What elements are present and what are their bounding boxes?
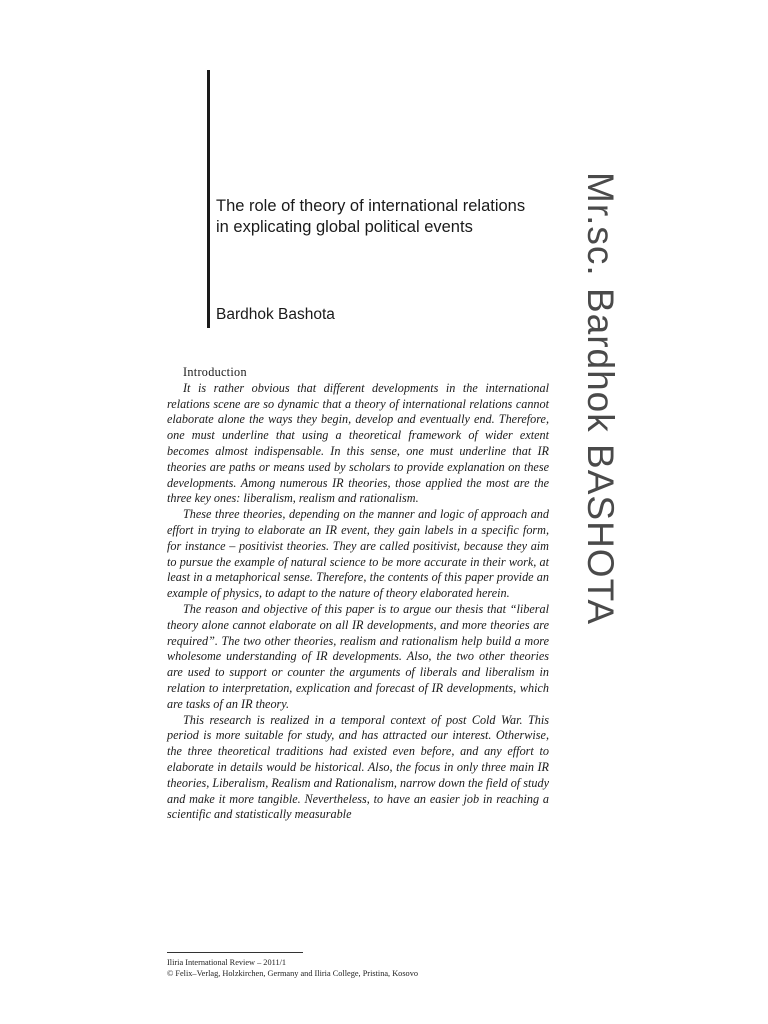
paragraph-1: It is rather obvious that different developments in the international relations scene are so dynamic that a theory of international relations cannot elaborate alone the ways they begin, develop and eventually end. Therefore, one must underline that using a theoretical framework of wider extent becomes almost indispensable. In this sense, one must underline that IR theories are paths or means used by scholars to provide explanation on these developments. Among numerous IR theories, those applied the most are the three key ones: liberalism, realism and rationalism. — [167, 380, 549, 506]
title-accent-bar — [207, 70, 210, 328]
article-body — [167, 365, 549, 823]
article-title — [216, 196, 556, 238]
paragraph-3: The reason and objective of this paper is to argue our thesis that “liberal theory alone cannot elaborate on all IR developments, and more theories are required”. The two other theories, realism and rationalism help build a more wholesome understanding of IR developments. Also, the two other theories are used to support or counter the arguments of liberals and liberalism in relation to interpretation, explication and forecast of IR developments, which are tasks of an IR theory. — [167, 601, 549, 711]
paragraph-4: This research is realized in a temporal context of post Cold War. This period is more suitable for study, and has attracted our interest. Otherwise, the three theoretical traditions had existed even before, and any effort to elaborate in details would be historical. Also, the focus in only three main IR theories, Liberalism, Realism and Rationalism, narrow down the field of study and make it more tangible. Nevertheless, to have an easier job in reaching a scientific and statistically measurable — [167, 712, 549, 822]
article-title-line-2: in explicating global political events — [216, 218, 473, 236]
page-footer — [167, 957, 418, 979]
section-heading: Introduction — [183, 365, 247, 379]
footer-divider — [167, 952, 303, 953]
paragraph-2: These three theories, depending on the manner and logic of approach and effort in trying to elaborate an IR event, they gain labels in a specific form, for instance – positivist theories. They are called positivist, because they aim to pursue the example of natural science to be more accurate in their work, at least in a metaphorical sense. Therefore, the contents of this paper provide an example of physics, to adapt to the nature of theory elaborated herein. — [167, 507, 549, 601]
article-title-line-1: The role of theory of international relations — [216, 197, 526, 215]
footer-copyright: © Felix–Verlag, Holzkirchen, Germany and Iliria College, Pristina, Kosovo — [167, 969, 419, 978]
side-author-name: Mr.sc. Bardhok BASHOTA — [580, 172, 621, 626]
article-author: Bardhok Bashota — [216, 306, 335, 323]
footer-journal: Iliria International Review – 2011/1 — [167, 958, 287, 967]
